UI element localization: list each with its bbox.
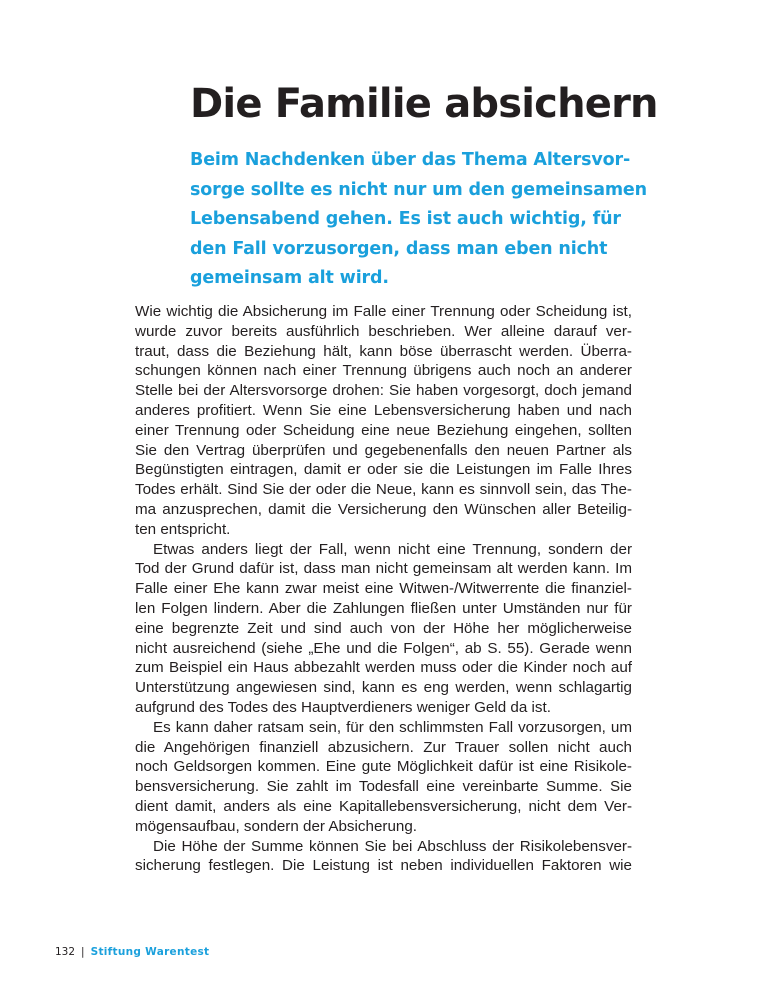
body-line: ma anzusprechen, damit die Versicherung den Wünschen aller Beteilig-	[135, 500, 632, 518]
body-paragraph	[135, 837, 632, 877]
footer-separator: |	[81, 946, 85, 958]
body-paragraph	[135, 302, 632, 540]
body-text	[135, 302, 632, 876]
body-paragraph	[135, 718, 632, 837]
body-line: Die Höhe der Summe können Sie bei Abschluss der Risikolebensver-	[153, 837, 632, 855]
body-line: Stelle bei der Altersvorsorge drohen: Sie haben vorgesorgt, doch jemand	[135, 382, 632, 400]
body-line: dient damit, anders als eine Kapitallebensversicherung, nicht dem Ver-	[135, 797, 632, 815]
body-line: len Folgen lindern. Aber die Zahlungen fließen unter Umständen nur für	[135, 599, 632, 617]
body-line: einer Trennung oder Scheidung eine neue Beziehung eingehen, sollten	[135, 421, 632, 439]
body-line: schungen können nach einer Trennung übrigens auch noch an anderer	[135, 362, 632, 380]
body-line: Begünstigten eintragen, damit er oder sie die Leistungen im Falle Ihres	[135, 461, 632, 479]
body-line: bensversicherung. Sie zahlt im Todesfall eine vereinbarte Summe. Sie	[135, 778, 632, 796]
body-line: Sie den Vertrag überprüfen und gegebenenfalls den neuen Partner als	[135, 441, 632, 459]
lead-line: gemeinsam alt wird.	[190, 268, 389, 288]
body-line: Etwas anders liegt der Fall, wenn nicht eine Trennung, sondern der	[153, 540, 632, 558]
body-line: traut, dass die Beziehung hält, kann böse überrascht werden. Überra-	[135, 342, 632, 360]
body-line: zum Beispiel ein Haus abbezahlt werden muss oder die Kinder noch auf	[135, 659, 632, 677]
lead-paragraph	[190, 146, 650, 294]
body-line: Wie wichtig die Absicherung im Falle einer Trennung oder Scheidung ist,	[135, 303, 632, 320]
footer-brand: Stiftung Warentest	[90, 946, 210, 958]
body-line: Unterstützung angewiesen sind, kann es eng werden, wenn schlagartig	[135, 679, 632, 697]
page-footer	[55, 944, 209, 960]
lead-line: Lebensabend gehen. Es ist auch wichtig, für	[190, 209, 621, 229]
body-paragraph	[135, 540, 632, 718]
body-line: nicht ausreichend (siehe „Ehe und die Folgen“, ab S. 55). Gerade wenn	[135, 639, 632, 657]
lead-line: den Fall vorzusorgen, dass man eben nicht	[190, 238, 608, 259]
lead-line: sorge sollte es nicht nur um den gemeinsamen	[190, 179, 647, 200]
body-line: Falle einer Ehe kann zwar meist eine Witwen-/Witwerrente die finanziel-	[135, 580, 632, 598]
body-line: wurde zuvor bereits ausführlich beschrieben. Wer alleine darauf ver-	[135, 322, 632, 340]
body-line: aufgrund des Todes des Hauptverdieners weniger Geld da ist.	[135, 698, 551, 716]
body-line: mögensaufbau, sondern der Absicherung.	[135, 817, 418, 835]
body-line: noch Geldsorgen kommen. Eine gute Möglichkeit dafür ist eine Risikole-	[135, 758, 632, 776]
body-line: anderes profitiert. Wenn Sie eine Lebensversicherung haben und nach	[135, 401, 632, 419]
body-line: Tod der Grund dafür ist, dass man nicht gemeinsam alt werden kann. Im	[135, 560, 632, 578]
page-title: Die Familie absichern	[190, 81, 658, 127]
body-line: Todes erhält. Sind Sie der oder die Neue, kann es sinnvoll sein, das The-	[135, 481, 632, 499]
body-line: die Angehörigen finanziell abzusichern. Zur Trauer sollen nicht auch	[135, 738, 632, 756]
body-line: Es kann daher ratsam sein, für den schlimmsten Fall vorzusorgen, um	[153, 718, 632, 736]
body-line: ten entspricht.	[135, 520, 231, 538]
body-line: sicherung festlegen. Die Leistung ist neben individuellen Faktoren wie	[135, 857, 632, 875]
body-line: eine begrenzte Zeit und sind auch von der Höhe her möglicherweise	[135, 619, 632, 637]
page-number: 132	[55, 946, 76, 958]
lead-line: Beim Nachdenken über das Thema Altersvor-	[190, 150, 631, 170]
